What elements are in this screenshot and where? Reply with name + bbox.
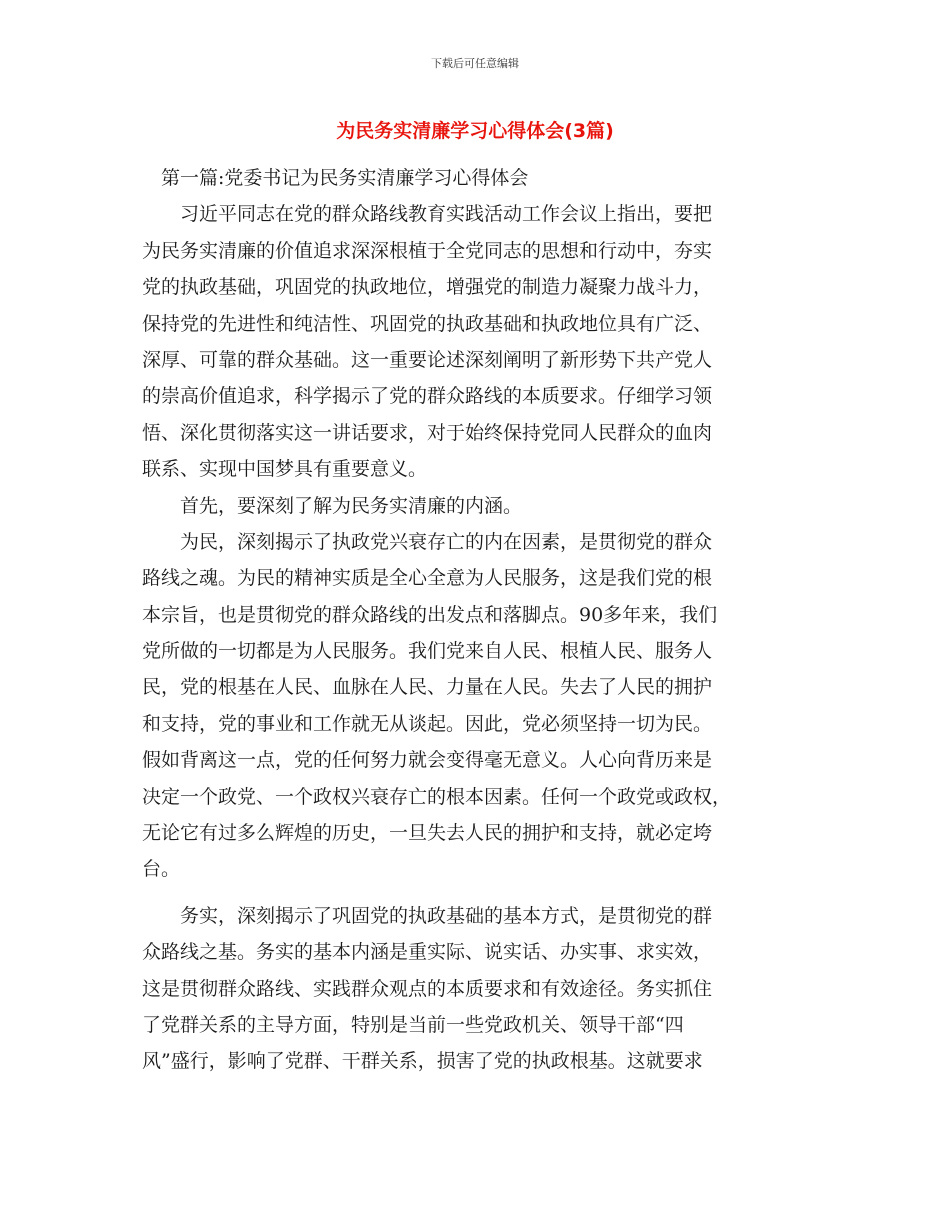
text-line: 这是贯彻群众路线、实践群众观点的本质要求和有效途径。务实抓住	[142, 977, 713, 1000]
paragraph-gap	[142, 888, 802, 898]
text-line: 为民务实清廉的价值追求深深根植于全党同志的思想和行动中，夯实	[142, 239, 713, 262]
document-body	[142, 160, 802, 1080]
text-line: 首先，要深刻了解为民务实清廉的内涵。	[142, 494, 523, 517]
text-line: 习近平同志在党的群众路线教育实践活动工作会议上指出，要把	[142, 203, 713, 226]
text-line: 路线之魂。为民的精神实质是全心全意为人民服务，这是我们党的根	[142, 567, 713, 590]
text-line: 无论它有过多么辉煌的历史，一旦失去人民的拥护和支持，就必定垮	[142, 822, 713, 845]
text-line: 的崇高价值追求，科学揭示了党的群众路线的本质要求。仔细学习领	[142, 385, 713, 408]
text-line: 务实，深刻揭示了巩固党的执政基础的基本方式，是贯彻党的群	[142, 904, 713, 927]
text-line: 联系、实现中国梦具有重要意义。	[142, 458, 428, 481]
text-line: 假如背离这一点，党的任何努力就会变得毫无意义。人心向背历来是	[142, 749, 713, 772]
text-line: 保持党的先进性和纯洁性、巩固党的执政基础和执政地位具有广泛、	[142, 312, 713, 335]
text-line: 本宗旨，也是贯彻党的群众路线的出发点和落脚点。90多年来，我们	[142, 603, 718, 626]
text-line: 悟、深化贯彻落实这一讲话要求，对于始终保持党同人民群众的血肉	[142, 421, 713, 444]
text-line: 和支持，党的事业和工作就无从谈起。因此，党必须坚持一切为民。	[142, 712, 713, 735]
text-line: 民，党的根基在人民、血脉在人民、力量在人民。失去了人民的拥护	[142, 676, 713, 699]
text-line: 党所做的一切都是为人民服务。我们党来自人民、根植人民、服务人	[142, 640, 713, 663]
text-line: 为民，深刻揭示了执政党兴衰存亡的内在因素，是贯彻党的群众	[142, 530, 713, 553]
text-line: 深厚、可靠的群众基础。这一重要论述深刻阐明了新形势下共产党人	[142, 348, 713, 371]
text-line: 台。	[142, 858, 181, 881]
text-line: 决定一个政党、一个政权兴衰存亡的根本因素。任何一个政党或政权，	[142, 785, 732, 808]
header-note: 下载后可任意编辑	[431, 57, 519, 70]
text-line: 风”盛行，影响了党群、干群关系，损害了党的执政根基。这就要求	[142, 1050, 703, 1073]
text-line: 第一篇:党委书记为民务实清廉学习心得体会	[142, 167, 529, 189]
text-line: 众路线之基。务实的基本内涵是重实际、说实话、办实事、求实效，	[142, 941, 713, 964]
text-line: 了党群关系的主导方面，特别是当前一些党政机关、领导干部“四	[142, 1013, 684, 1036]
text-line: 党的执政基础，巩固党的执政地位，增强党的制造力凝聚力战斗力，	[142, 276, 713, 299]
document-title: 为民务实清廉学习心得体会(3篇)	[336, 120, 614, 142]
